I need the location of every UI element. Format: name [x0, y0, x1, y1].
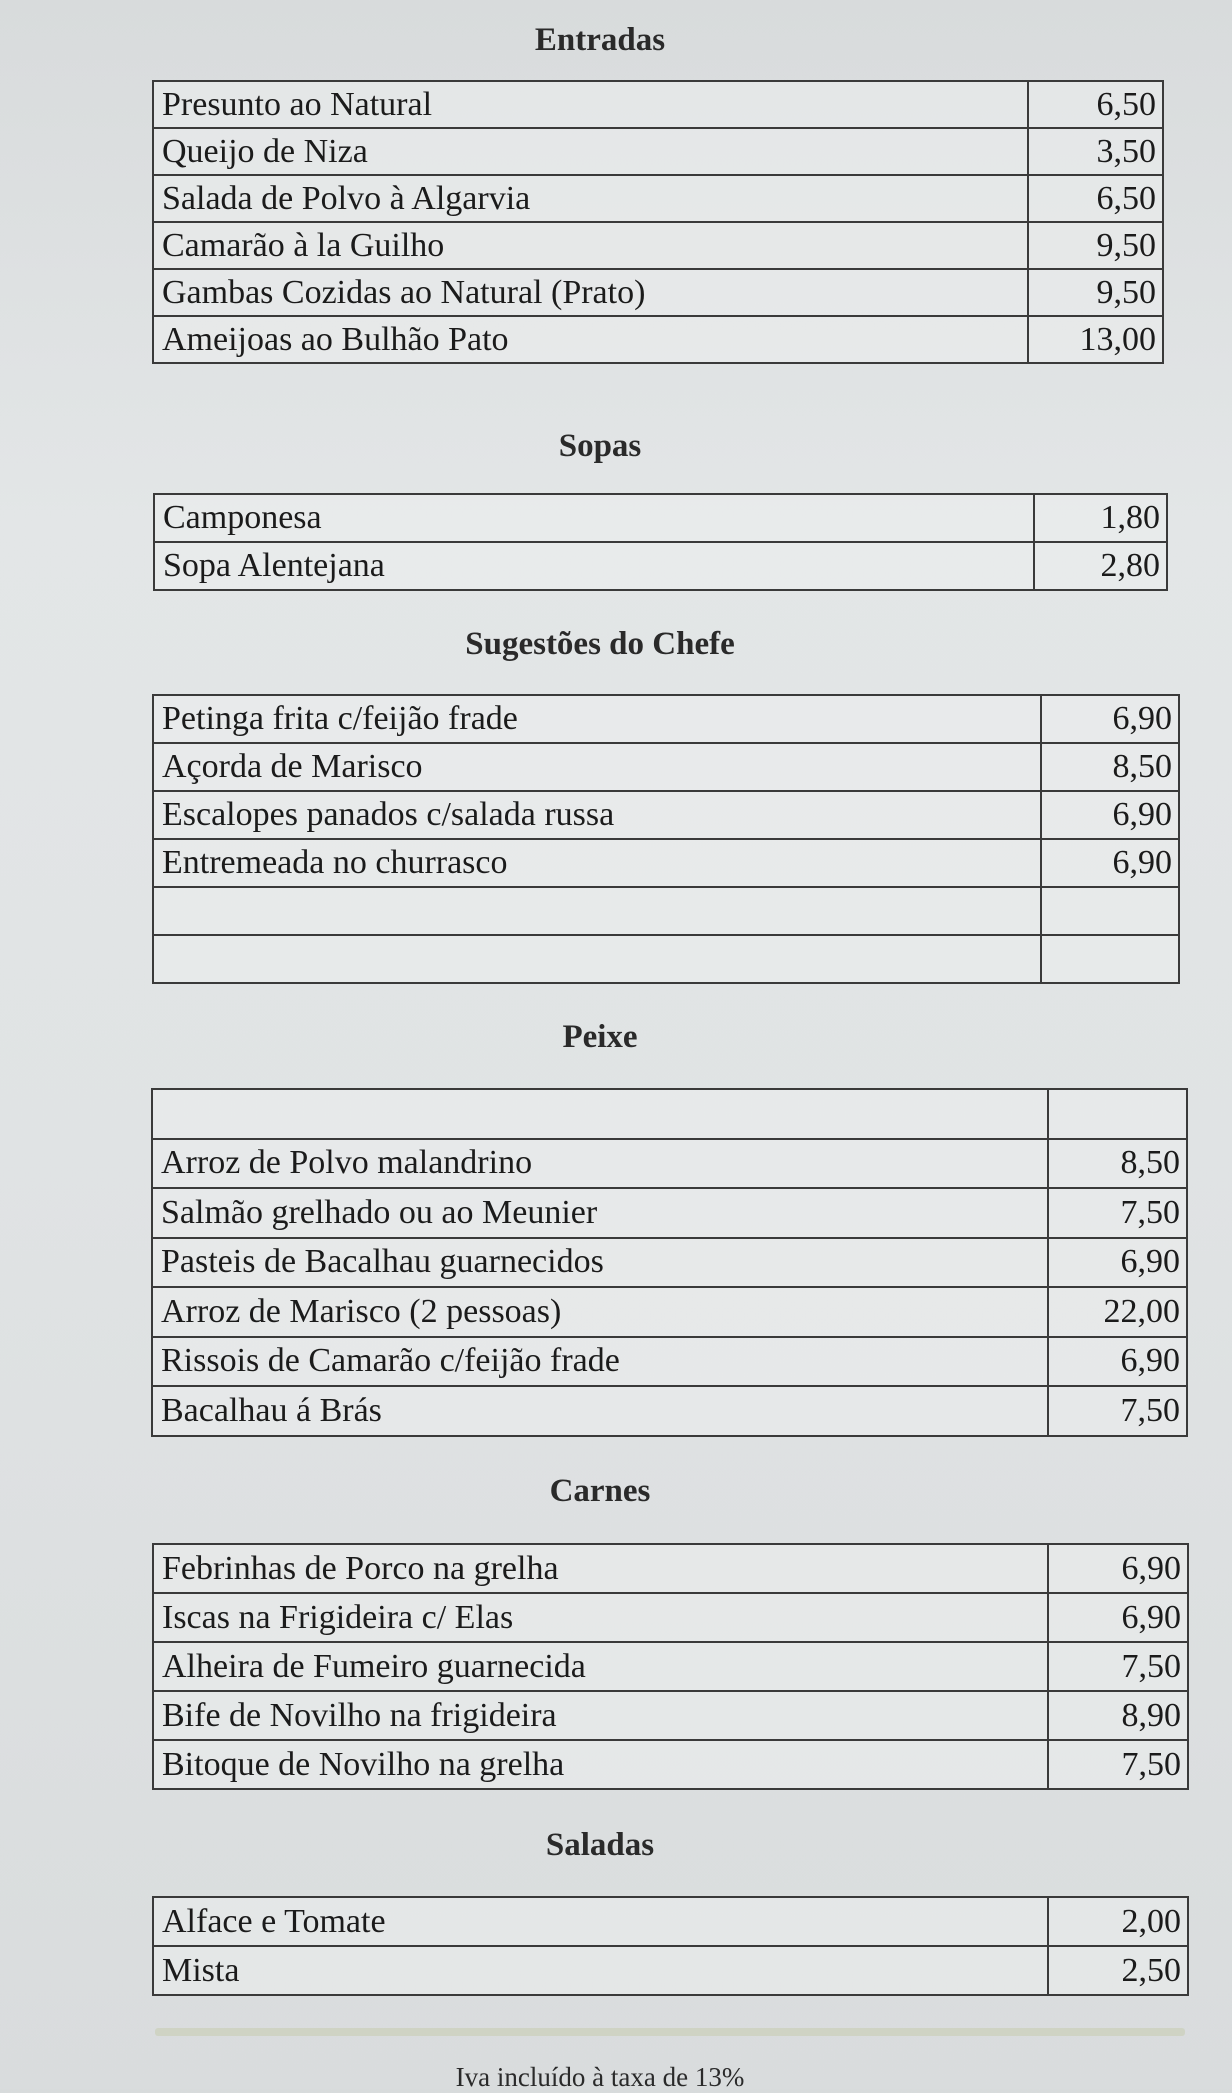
dish-name: Camarão à la Guilho: [153, 222, 1028, 269]
dish-name: Arroz de Polvo malandrino: [152, 1139, 1048, 1189]
dish-price: 6,50: [1028, 81, 1163, 128]
menu-row: [153, 1642, 1188, 1691]
dish-price: 1,80: [1034, 494, 1167, 542]
menu-row: [153, 887, 1179, 935]
dish-name: Ameijoas ao Bulhão Pato: [153, 316, 1028, 363]
menu-row: [153, 1544, 1188, 1593]
dish-price: 6,90: [1041, 695, 1179, 743]
menu-table-saladas: [152, 1896, 1189, 1996]
dish-price: 7,50: [1048, 1386, 1187, 1436]
dish-name: Salmão grelhado ou ao Meunier: [152, 1188, 1048, 1238]
menu-row: [154, 494, 1167, 542]
menu-row: [153, 743, 1179, 791]
menu-row: [153, 269, 1163, 316]
dish-name: Petinga frita c/feijão frade: [153, 695, 1041, 743]
dish-price: 2,00: [1048, 1897, 1188, 1946]
menu-table-peixe: [151, 1088, 1188, 1437]
menu-table-carnes: [152, 1543, 1189, 1790]
dish-price: 8,50: [1048, 1139, 1187, 1189]
dish-name: Salada de Polvo à Algarvia: [153, 175, 1028, 222]
dish-name: Arroz de Marisco (2 pessoas): [152, 1287, 1048, 1337]
dish-name: Açorda de Marisco: [153, 743, 1041, 791]
dish-price: 7,50: [1048, 1740, 1188, 1789]
menu-row: [153, 791, 1179, 839]
dish-name: Presunto ao Natural: [153, 81, 1028, 128]
section-title-sugestoes-do-chefe: Sugestões do Chefe: [465, 626, 735, 662]
section-title-peixe: Peixe: [562, 1019, 638, 1055]
menu-row: [153, 81, 1163, 128]
menu-row: [153, 1593, 1188, 1642]
dish-price: 8,90: [1048, 1691, 1188, 1740]
dish-name: [153, 935, 1041, 983]
section-title-sopas: Sopas: [558, 428, 642, 464]
dish-name: Entremeada no churrasco: [153, 839, 1041, 887]
dish-price: 7,50: [1048, 1642, 1188, 1691]
menu-row: [153, 316, 1163, 363]
dish-price: 6,90: [1048, 1337, 1187, 1387]
dish-name: Sopa Alentejana: [154, 542, 1034, 590]
dish-price: 9,50: [1028, 222, 1163, 269]
menu-row: [153, 695, 1179, 743]
dish-name: Camponesa: [154, 494, 1034, 542]
menu-table-sopas: [153, 493, 1168, 591]
menu-row: [153, 1691, 1188, 1740]
section-title-carnes: Carnes: [549, 1473, 651, 1509]
menu-row: [153, 175, 1163, 222]
dish-name: Alface e Tomate: [153, 1897, 1048, 1946]
dish-price: 2,80: [1034, 542, 1167, 590]
dish-name: Gambas Cozidas ao Natural (Prato): [153, 269, 1028, 316]
dish-price: 7,50: [1048, 1188, 1187, 1238]
dish-name: Bacalhau á Brás: [152, 1386, 1048, 1436]
menu-row: [153, 1897, 1188, 1946]
dish-price: [1048, 1089, 1187, 1139]
menu-row: [152, 1386, 1187, 1436]
dish-price: 6,90: [1041, 839, 1179, 887]
menu-row: [153, 935, 1179, 983]
dish-price: 6,50: [1028, 175, 1163, 222]
dish-price: 6,90: [1048, 1238, 1187, 1288]
dish-price: 22,00: [1048, 1287, 1187, 1337]
menu-row: [152, 1139, 1187, 1189]
menu-row: [152, 1188, 1187, 1238]
dish-name: [152, 1089, 1048, 1139]
menu-table-entradas: [152, 80, 1164, 364]
menu-table-sugestoes-do-chefe: [152, 694, 1180, 984]
menu-row: [152, 1337, 1187, 1387]
dish-price: [1041, 887, 1179, 935]
dish-name: Bife de Novilho na frigideira: [153, 1691, 1048, 1740]
dish-name: Pasteis de Bacalhau guarnecidos: [152, 1238, 1048, 1288]
dish-name: Escalopes panados c/salada russa: [153, 791, 1041, 839]
dish-price: 6,90: [1048, 1593, 1188, 1642]
dish-name: [153, 887, 1041, 935]
dish-price: 8,50: [1041, 743, 1179, 791]
menu-row: [153, 222, 1163, 269]
dish-price: 13,00: [1028, 316, 1163, 363]
dish-name: Alheira de Fumeiro guarnecida: [153, 1642, 1048, 1691]
vat-note: Iva incluído à taxa de 13%: [455, 2062, 745, 2092]
dish-name: Mista: [153, 1946, 1048, 1995]
footer-divider: [155, 2028, 1185, 2036]
dish-price: [1041, 935, 1179, 983]
dish-price: 6,90: [1041, 791, 1179, 839]
dish-price: 6,90: [1048, 1544, 1188, 1593]
dish-name: Bitoque de Novilho na grelha: [153, 1740, 1048, 1789]
dish-price: 2,50: [1048, 1946, 1188, 1995]
dish-price: 3,50: [1028, 128, 1163, 175]
dish-name: Rissois de Camarão c/feijão frade: [152, 1337, 1048, 1387]
menu-row: [153, 1946, 1188, 1995]
menu-row: [153, 839, 1179, 887]
dish-name: Queijo de Niza: [153, 128, 1028, 175]
menu-row: [152, 1238, 1187, 1288]
menu-row: [154, 542, 1167, 590]
menu-row: [153, 128, 1163, 175]
menu-row: [152, 1089, 1187, 1139]
dish-price: 9,50: [1028, 269, 1163, 316]
section-title-saladas: Saladas: [545, 1827, 655, 1863]
dish-name: Febrinhas de Porco na grelha: [153, 1544, 1048, 1593]
menu-row: [152, 1287, 1187, 1337]
section-title-entradas: Entradas: [534, 22, 666, 58]
menu-row: [153, 1740, 1188, 1789]
dish-name: Iscas na Frigideira c/ Elas: [153, 1593, 1048, 1642]
